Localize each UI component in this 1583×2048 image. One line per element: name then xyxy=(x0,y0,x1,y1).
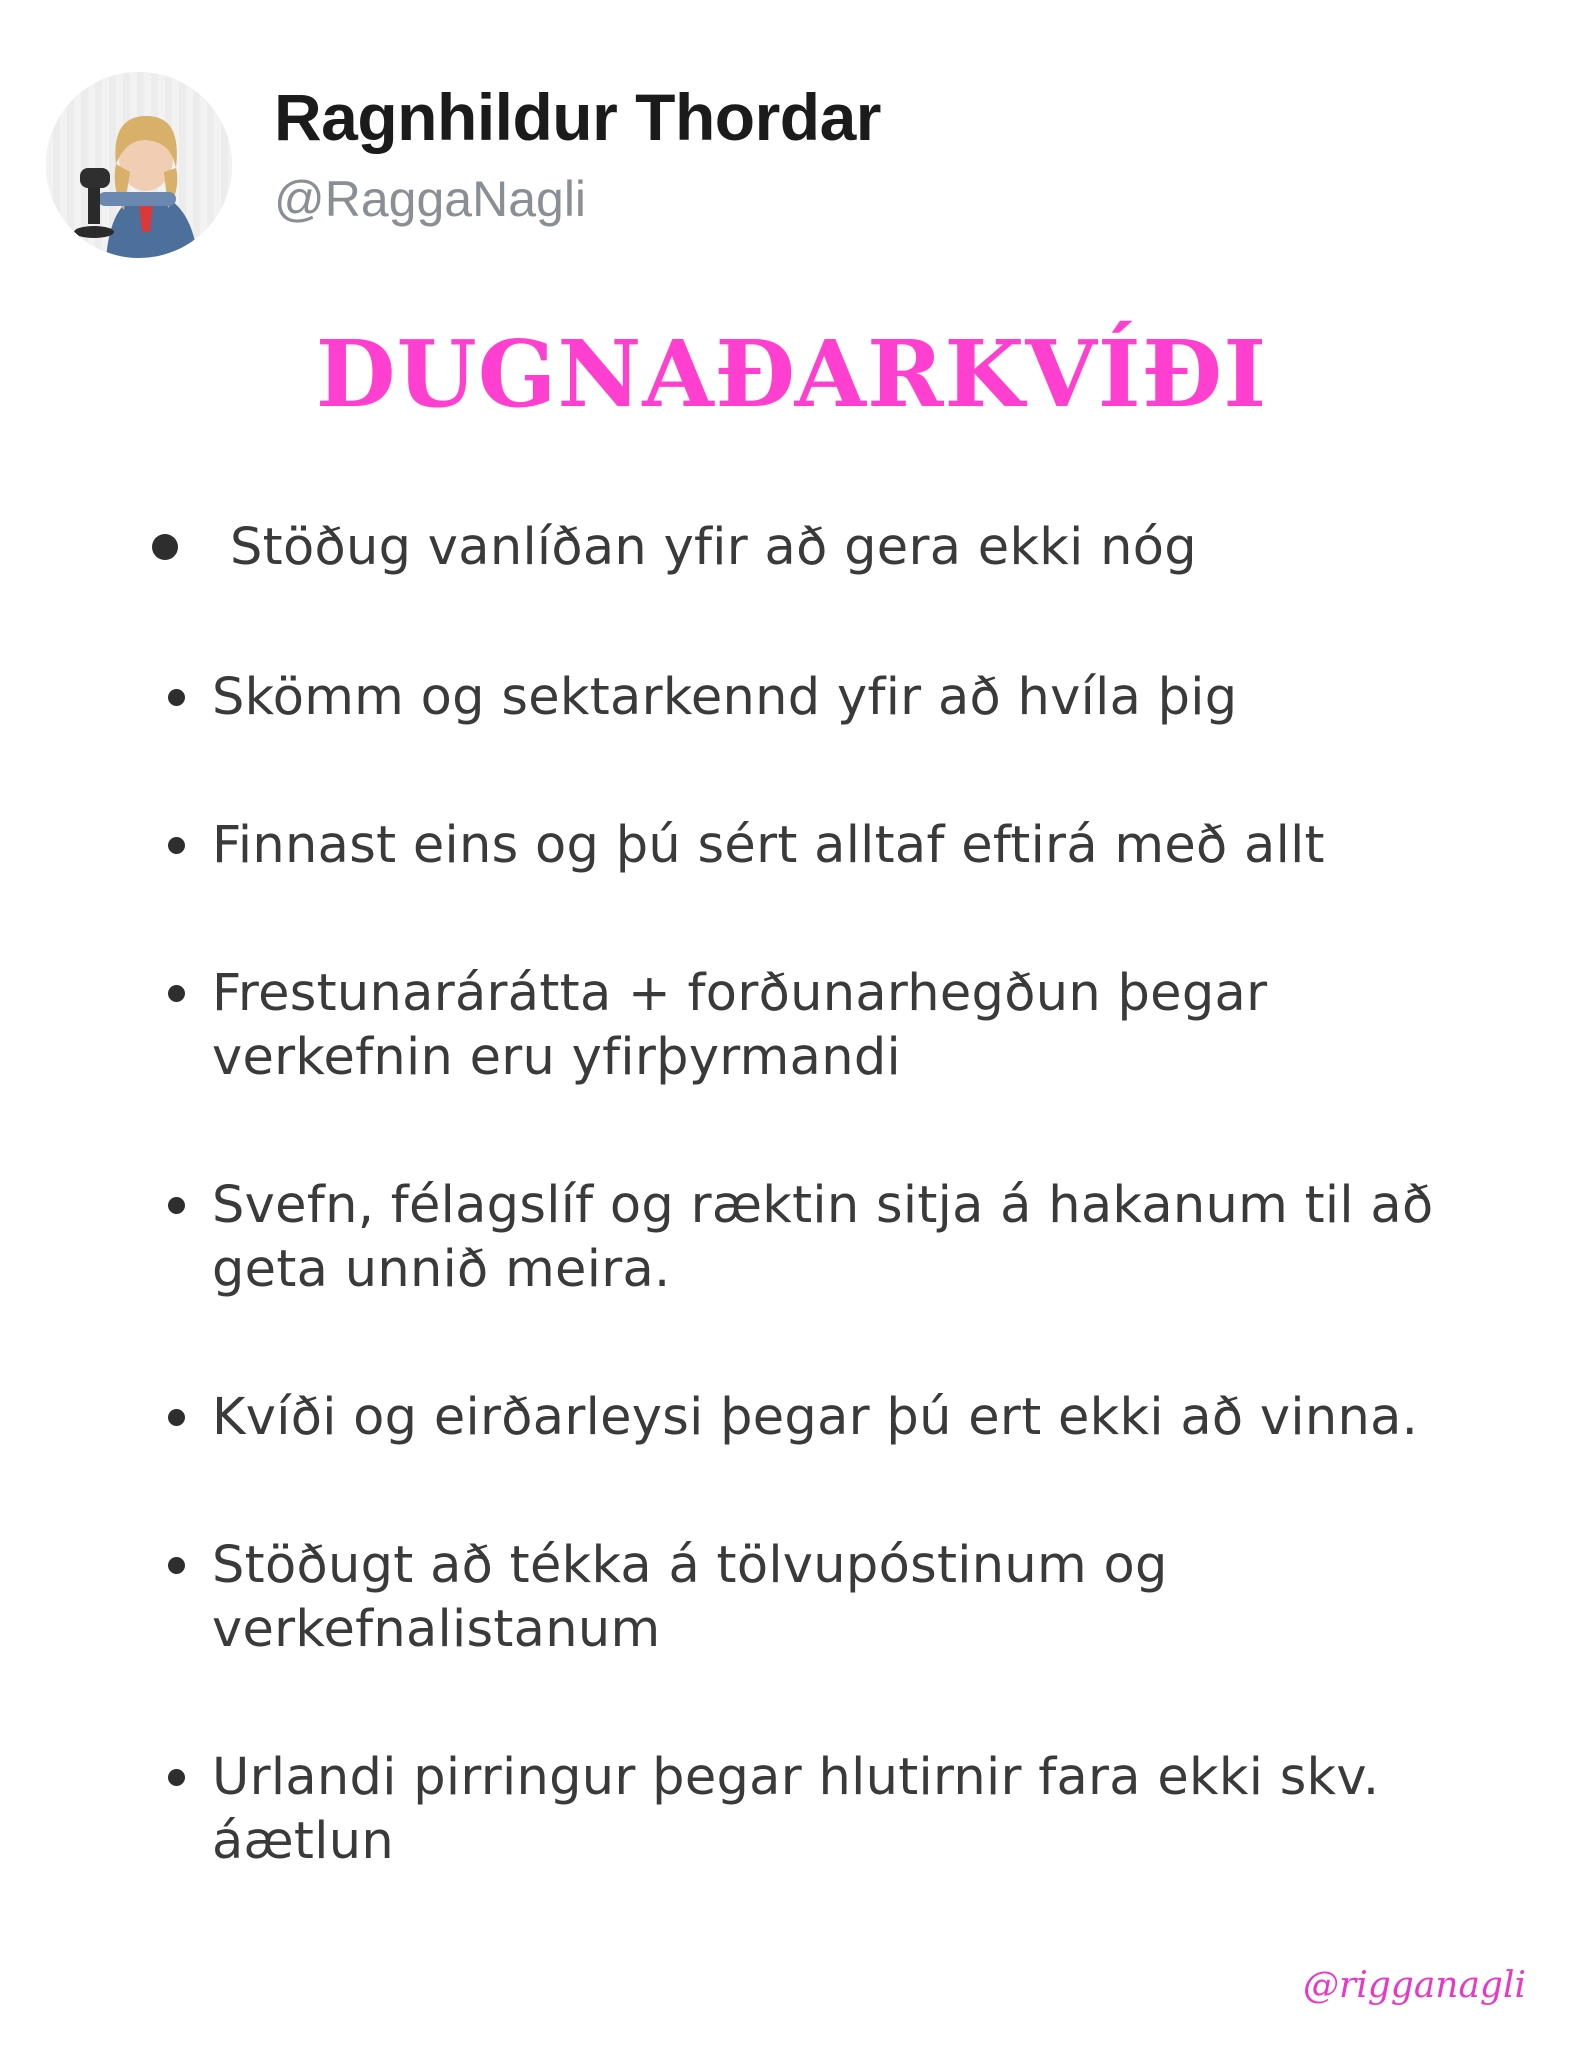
bullet-icon xyxy=(168,1409,185,1426)
list-item-text: Svefn, félagslíf og ræktin sitja á hakanum til að geta unnið meira. xyxy=(212,1176,1434,1299)
list-item xyxy=(212,1174,1502,1302)
list-item-text: Urlandi pirringur þegar hlutirnir fara ekki skv. áætlun xyxy=(212,1748,1380,1871)
list-item xyxy=(212,1746,1462,1874)
bullet-icon xyxy=(168,985,185,1002)
display-name[interactable]: Ragnhildur Thordar xyxy=(274,80,881,154)
bullet-icon xyxy=(168,1769,185,1786)
list-item xyxy=(212,1386,1512,1450)
bullet-icon xyxy=(168,689,185,706)
list-item-text: Kvíði og eirðarleysi þegar þú ert ekki að vinna. xyxy=(212,1388,1419,1447)
list-item xyxy=(212,814,1512,878)
list-item-text: Stöðugt að tékka á tölvupóstinum og verkefnalistanum xyxy=(212,1536,1168,1659)
list-item xyxy=(212,666,1512,730)
bullet-icon xyxy=(168,837,185,854)
list-item xyxy=(212,1534,1292,1662)
watermark: @rigganagli xyxy=(1303,1965,1526,2006)
user-handle[interactable]: @RaggaNagli xyxy=(274,171,587,227)
bullet-icon xyxy=(168,1557,185,1574)
bullet-icon xyxy=(152,534,178,560)
bullet-icon xyxy=(168,1197,185,1214)
list-item xyxy=(230,516,1530,580)
list-item-text: Frestunarárátta + forðunarhegðun þegar verkefnin eru yfirþyrmandi xyxy=(212,964,1268,1087)
list-item-text: Finnast eins og þú sért alltaf eftirá með allt xyxy=(212,816,1325,875)
list-item-text: Skömm og sektarkennd yfir að hvíla þig xyxy=(212,668,1238,727)
list-item-text: Stöðug vanlíðan yfir að gera ekki nóg xyxy=(230,518,1197,577)
page-title: DUGNAÐARKVÍÐI xyxy=(315,320,1268,428)
list-item xyxy=(212,962,1332,1090)
